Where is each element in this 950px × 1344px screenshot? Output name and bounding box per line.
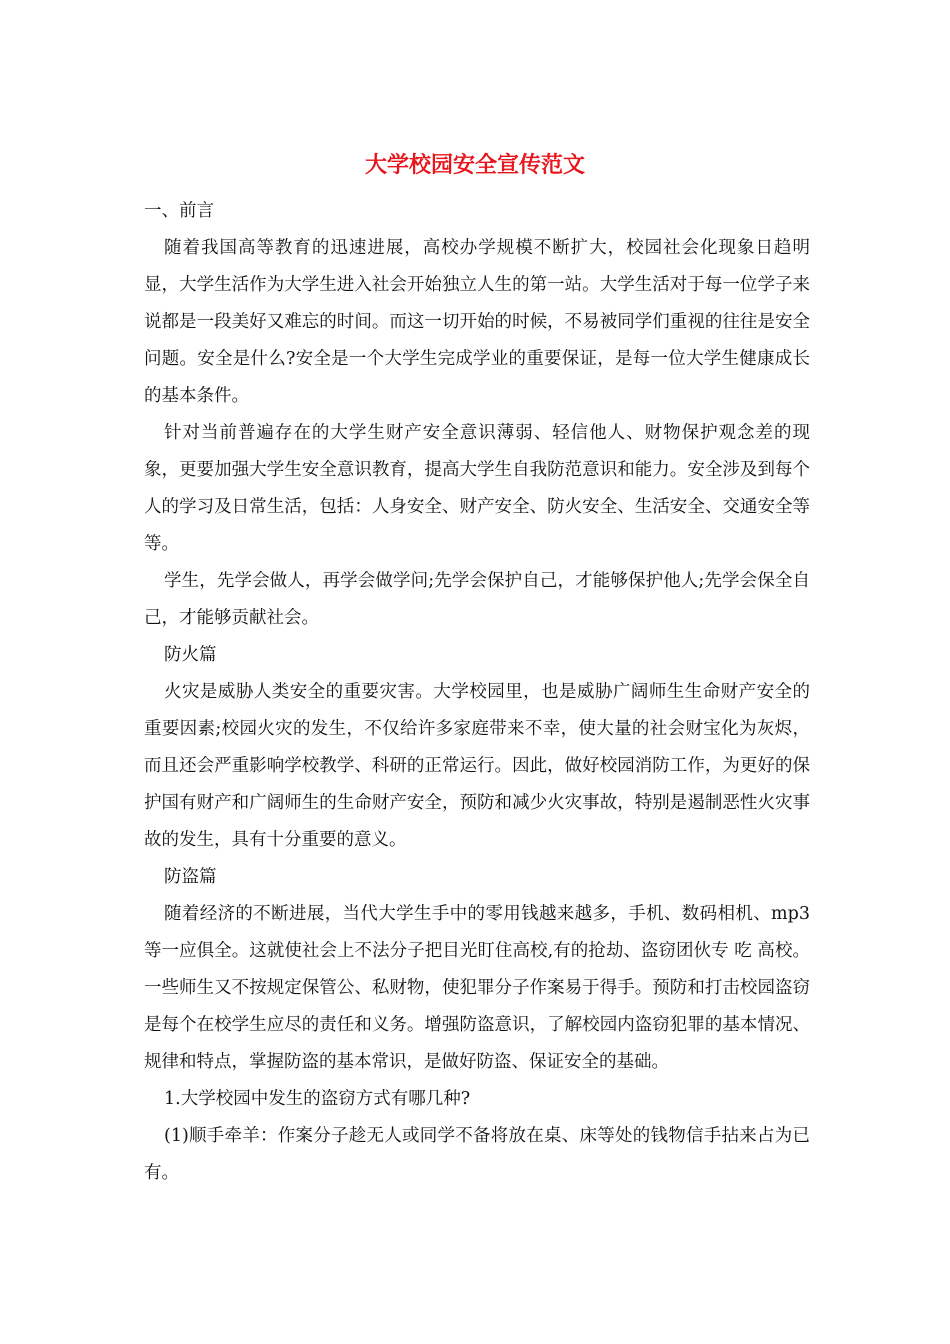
paragraph-intro: 随着我国高等教育的迅速进展，高校办学规模不断扩大，校园社会化现象日趋明显，大学生活作为大学生进入社会开始独立人生的第一站。大学生活对于每一位学子来说都是一段美好又难忘的时间。而这一切开始的时候，不易被同学们重视的往往是安全问题。安全是什么?安全是一个大学生完成学业的重要保证，是每一位大学生健康成长的基本条件。	[144, 238, 810, 406]
list-item: (1)顺手牵羊：作案分子趁无人或同学不备将放在桌、床等处的钱物信手拈来占为已有。	[144, 1126, 810, 1183]
paragraph-awareness: 针对当前普遍存在的大学生财产安全意识薄弱、轻信他人、财物保护观念差的现象，更要加强大学生安全意识教育，提高大学生自我防范意识和能力。安全涉及到每个人的学习及日常生活，包括：人身安全、财产安全、防火安全、生活安全、交通安全等等。	[144, 423, 810, 554]
paragraph-fire: 火灾是威胁人类安全的重要灾害。大学校园里，也是威胁广阔师生生命财产安全的重要因素;校园火灾的发生，不仅给许多家庭带来不幸，使大量的社会财宝化为灰烬，而且还会严重影响学校教学、科研的正常运行。因此，做好校园消防工作，为更好的保护国有财产和广阔师生的生命财产安全，预防和减少火灾事故，特别是遏制恶性火灾事故的发生，具有十分重要的意义。	[144, 682, 810, 850]
section-heading-fire: 防火篇	[164, 645, 217, 665]
section-heading-theft: 防盗篇	[164, 867, 217, 887]
paragraph-theft: 随着经济的不断进展，当代大学生手中的零用钱越来越多，手机、数码相机、mp3等一应俱全。这就使社会上不法分子把目光盯住高校,有的抢劫、盗窃团伙专 吃 高校。一些师生又不按规定保管公、私财物，使犯罪分子作案易于得手。预防和打击校园盗窃是每个在校学生应尽的责任和义务。增强防盗意识，了解校园内盗窃犯罪的基本情况、规律和特点，掌握防盗的基本常识，是做好防盗、保证安全的基础。	[144, 904, 810, 1072]
document-title: 大学校园安全宣传范文	[364, 152, 585, 178]
document-body	[144, 193, 810, 1192]
question-heading: 1.大学校园中发生的盗窃方式有哪几种?	[164, 1089, 471, 1109]
section-heading-preface: 一、前言	[144, 201, 214, 221]
paragraph-learn: 学生，先学会做人，再学会做学问;先学会保护自己，才能够保护他人;先学会保全自己，才能够贡献社会。	[144, 571, 810, 628]
